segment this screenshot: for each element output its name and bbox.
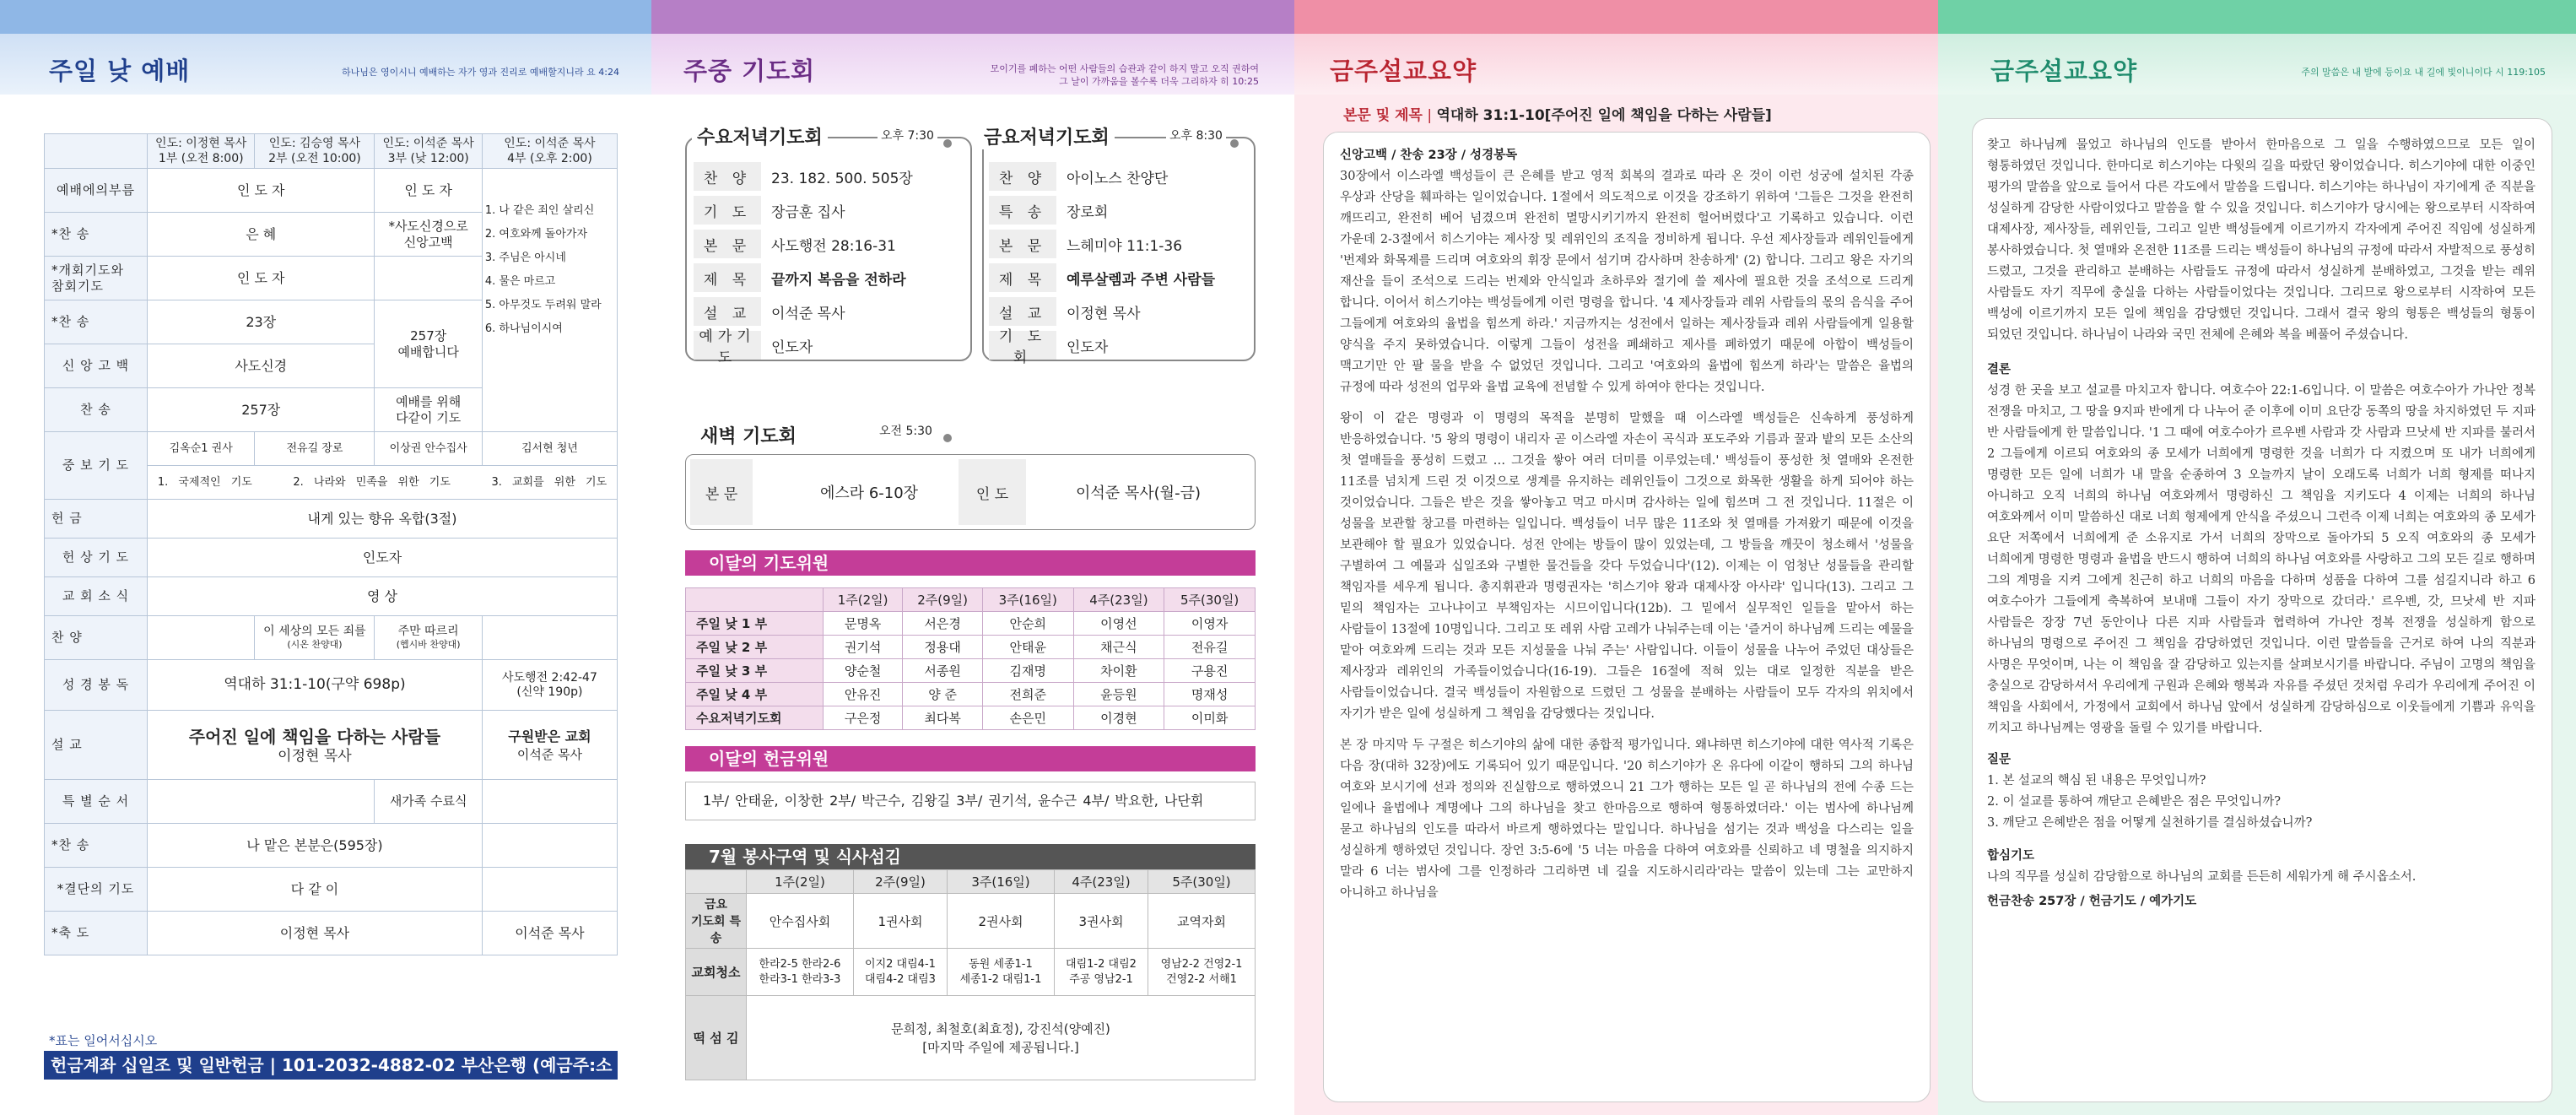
prayer-row	[989, 297, 1250, 326]
paragraph: 성경 한 곳을 보고 설교를 마치고자 합니다. 여호수아 22:1-6입니다. 이 말씀은 여호수아가 가나안 정복 전쟁을 마치고, 그 땅을 9지파 반에게 다 나누어 준 이후에 이미 요단강 동쪽의 땅을 차지하였던 두 지파 반 사람들에게 한 말씀입니다. '1 그 때에 여호수아가 르우벤 사람과 갓 사람과 므낫세 반 지파를 불러서 2 그들에게 이르되 여호와의 종 모세가 너희에게 명령한 것을 너희가 다 지켰으며 또 내가 너희에게 명령한 모든 일에 너희가 내 말을 순종하여 3 오늘까지 날이 오래도록 너희가 너희 형제를 떠나지 아니하고 오직 너희의 하나님 여호와께서 명령하신 그 책임을 지키도다 4 이제는 너희의 하나님 여호와께서 이미 말씀하신 대로 너희 형제에게 안식을 주셨으니 그런즉 이제 너희는 여호와의 종 모세가 요단 저쪽에서 너희에게 준 소유지로 가서 너희의 장막으로 돌아가되 5 오직 여호와의 종 모세가 너희에게 명령한 명령과 율법을 반드시 행하여 너희의 하나님 여호와를 사랑하고 그의 모든 길로 행하며 그의 계명을 지켜 그에게 친근히 하고 너희의 마음을 다하며 성품을 다하여 그를 섬길지니라 하고 6 여호수아가 그들에게 축복하여 보내매 그들이 자기 장막으로 갔더라.' 르우벤, 갓, 므낫세 반 지파 사람들은 장장 7년 동안이나 다른 지파 사람들과 협력하여 가나안 정복 전쟁을 성실하게 함으로 하나님의 명령으로 주어진 그 책임을 감당하였던 것입니다. 이런 말씀들을 근거로 하여 나의 직분과 사명은 무엇이며, 나는 이 책임을 잘 감당하고 있는지를 살펴보시기를 바랍니다. 주님이 고명의 책임을 충실으로 감당하셔서 우리에게 구원과 은혜와 행복과 자유를 주셨던 것처럼 우리가 우리에게 주어진 이 책임을 사회에서, 가정에서 교회에서 하나님 앞에서 성실하게 감당하심으로 이웃들에게 기쁨과 유익을 끼치고 하나님께는 영광을 돌릴 수 있기를 바랍니다.	[1987, 384, 2535, 735]
sermon-title: 주어진 일에 책임을 다하는 사람들	[188, 727, 441, 747]
intercessor: 이상권 안수집사	[375, 432, 482, 466]
cell: 이미화	[1164, 706, 1256, 730]
prayer-row-value: 이정현 목사	[1067, 305, 1141, 322]
header-cell: 1주(2일)	[747, 870, 854, 894]
cell: 채근식	[1073, 636, 1164, 659]
top-bar	[651, 0, 1294, 34]
offering-team-title: 이달의 헌금위원	[685, 746, 1256, 771]
section-subtitle: 질문	[1987, 753, 2012, 766]
praise-title: 주만 따르리	[397, 624, 459, 638]
cell: 2권사회	[948, 894, 1055, 949]
panel-title: 주일 낮 예배	[49, 57, 191, 85]
service-table	[685, 869, 1256, 1080]
row-label: *축 도	[45, 912, 148, 955]
dawn-time: 오전 5:30	[876, 422, 936, 439]
heading-label: 본문 및 제목	[1343, 107, 1423, 124]
row-label: *찬 송	[45, 824, 148, 868]
sermon-summary-continued-panel	[1938, 0, 2576, 1115]
cell: 윤등원	[1073, 683, 1164, 706]
cell	[148, 780, 375, 824]
paragraph: 왕이 이 같은 명령과 이 명령의 목적을 분명히 말했을 때 이스라엘 백성들은 신속하게 풍성하게 반응하였습니다. '5 왕의 명령이 내리자 곧 이스라엘 자손이 곡식과 포도주와 기름과 꿀과 밭의 모든 소산의 첫 열매들을 풍성히 드렸고 … 그것을 쌓아 여러 더미를 이루었는데.' 백성들이 풍성한 첫 열매와 온전한 11조를 넘치게 드린 것 이것으로 생계를 유지하는 레위인들이 그것으로 화목한 생활을 하게 되어야 하는 것이었습니다. 그들은 받은 것을 쌓아놓고 먹고 마시며 감사하는 일에 힘쓰며 그 전 것입니다. 11절은 이 성물을 보관할 창고를 마련하는 일입니다. 백성들이 너무 많은 11조와 첫 열매를 가져왔기 때문에 이것을 보관해야 할 필요가 있었습니다. 성전 안에는 방들이 많이 있었는데, 그 방들을 깨끗이 청소해서 '성물을 구별하여 그 예물과 십일조와 구별한 물건들을 갖다 두었습니다'(12). 이제는 이 엄청난 성물들을 관리할 책임자를 세우게 됩니다. 총지휘관과 명령권자는 '히스기야 왕과 대제사장 아사랴' 입니다(13). 그리고 그 밑의 책임자는 고나냐이고 부책임자는 시므이입니다(12b). 그 밑에서 실무적인 일들을 맡아서 하는 사람들이 13절에 10명입니다. 그리고 또 레위 사람 고레가 나눠주는데 이는 '즐거이 하나님께 드리는 예물을 맡아 여호와께 드리는 것과 모든 지성물을 나눠 주는' 사람입니다. 이들이 성물을 나누어 주었던 대상들은 제사장과 레위인의 가족들이었습니다(16-19). 그들은 16절에 적혀 있는 대로 일정한 직분을 받은 사람들이었습니다. 결국 백성들이 자원함으로 드렸던 그 성물을 분배하는 사람들이 모두 각자의 위치에서 자기가 받은 일에 성실하게 그 책임을 감당했다는 것입니다.	[1340, 412, 1914, 721]
prayer-row-value: 이석준 목사	[771, 305, 845, 322]
prayer-row-label: 예가기도	[694, 331, 761, 360]
worship-order-table	[44, 133, 618, 955]
cell	[482, 780, 617, 824]
cell: 1권사회	[853, 894, 947, 949]
prayer-row-label: 기 도	[694, 196, 761, 225]
cell: 역대하 31:1-10(구약 698p)	[148, 660, 483, 711]
cell: 안수집사회	[747, 894, 854, 949]
hymn-item: 6. 하나님이시여	[484, 322, 563, 335]
service-3-header: 인도: 이석준 목사 3부 (낮 12:00)	[375, 134, 482, 169]
header-verse: 모이기를 폐하는 어떤 사람들의 습관과 같이 하지 말고 오직 권하여 그 날이 가까움을 볼수록 더욱 그리하자 히 10:25	[990, 63, 1259, 87]
sermon-title: 구원받은 교회	[508, 728, 591, 744]
praise-title: 이 세상의 모든 죄를	[263, 624, 366, 638]
cell: 이영자	[1164, 612, 1256, 636]
intercessor: 전유길 장로	[255, 432, 375, 466]
cell: 구용진	[1164, 659, 1256, 683]
cell: 양순철	[823, 659, 903, 683]
offering-team-list: 1부/ 안태윤, 이창한 2부/ 박근수, 김왕길 3부/ 권기석, 윤수근 4부/ 박요한, 나단휘	[685, 782, 1256, 820]
row-label: 신 앙 고 백	[45, 344, 148, 388]
section-subtitle: 결론	[1987, 363, 2012, 376]
cell	[148, 616, 255, 660]
prayer-row-label: 설 교	[989, 297, 1056, 326]
row-label: 교 회 소 식	[45, 577, 148, 616]
cell: 내게 있는 향유 옥합(3절)	[148, 500, 618, 539]
dawn-label: 인 도	[959, 459, 1026, 525]
choir-name: (헵시바 찬양대)	[396, 638, 461, 650]
row-label: 떡 섬 김	[686, 996, 747, 1080]
cell: 구은정	[823, 706, 903, 730]
cell: 3권사회	[1054, 894, 1148, 949]
cell: 전희준	[982, 683, 1073, 706]
prayer-row-value: 끝까지 복음을 전하라	[771, 271, 906, 289]
prayer-row-value: 느헤미야 11:1-36	[1067, 237, 1183, 255]
question: 1. 본 설교의 핵심 된 내용은 무엇입니까?	[1987, 774, 2206, 788]
prayer-topics	[148, 466, 618, 500]
preacher: 이정현 목사	[278, 748, 352, 765]
prayer-row-value: 아이노스 찬양단	[1067, 170, 1169, 187]
sermon-text	[1340, 145, 1914, 914]
cell: 이경현	[1073, 706, 1164, 730]
header-cell: 2주(9일)	[853, 870, 947, 894]
prayer-row-value: 23. 182. 500. 505장	[771, 170, 913, 187]
prayer-row-value: 장금훈 집사	[771, 203, 845, 221]
cell	[482, 824, 617, 868]
hymn-item: 1. 나 같은 죄인 살리신	[484, 204, 595, 217]
paragraph: 나의 직무를 성실히 감당함으로 하나님의 교회를 든든히 세워가게 해 주시옵소서.	[1987, 870, 2417, 884]
cell: 대림1-2 대림2 주공 영남2-1	[1054, 949, 1148, 996]
cell: 전유길	[1164, 636, 1256, 659]
choir-name: (시온 찬양대)	[287, 638, 343, 650]
cell: 김재명	[982, 659, 1073, 683]
service-4-header: 인도: 이석준 목사 4부 (오후 2:00)	[482, 134, 617, 169]
row-label: 성 경 봉 독	[45, 660, 148, 711]
bank-account-bar: 헌금계좌 십일조 및 일반헌금 | 101-2032-4882-02 부산은행 (예금주:소망교회)	[44, 1051, 618, 1080]
scripture-heading: 본문 및 제목 | 역대하 31:1-10[주어진 일에 책임을 다하는 사람들]	[1343, 107, 1772, 124]
prayer-row-label: 본 문	[694, 230, 761, 258]
paragraph: 찾고 하나님께 물었고 하나님의 인도를 받아서 한마음으로 그 일을 수행하였으므로 모든 일이 형통하였던 것입니다. 한마디로 히스기야는 다윗의 길을 따랐던 왕이었습니다. 히스기야에 대한 이중인 평가의 말씀을 앞으로 들어서 다른 각도에서 말씀을 드립니다. 히스기야는 하나님이 자기에게 준 직분을 성실하게 감당한 사람이었다고 말씀을 할 수 있을 것입니다. 히스기야가 당시에는 왕으로부터 시작하여 대제사장, 제사장들, 레위인들, 그리고 일반 백성들에게 이르기까지 각자에게 주어진 직임에 성실하게 봉사하였습니다. 첫 열매와 온전한 11조를 드리는 백성들이 하나님의 규정에 따라서 자발적으로 풍성히 드렸고, 그것을 관리하고 분배하는 사람들도 규정에 따라서 성실하게 분배하였고, 그것을 받는 레위 사람들도 자기 직무에 충실을 다하는 사람들이었다는 것입니다. 그리므로 왕으로부터 시작하여 모든 백성에 이르기까지 모든 일에 책임을 감당했던 것입니다. 그래서 결국 왕의 형통은 백성들의 형통이 되었던 것입니다. 하나님이 나라와 국민 전체에 은혜와 복을 베풀어 주셨습니다.	[1987, 138, 2535, 342]
prayer-row-value: 사도행전 28:16-31	[771, 237, 896, 255]
row-label: 금요 기도회 특송	[686, 894, 747, 949]
intercessor: 김옥순1 권사	[148, 432, 255, 466]
prayer-row	[694, 263, 964, 292]
cell: 사도행전 2:42-47 (신약 190p)	[482, 660, 617, 711]
cell: 은 혜	[148, 213, 375, 257]
row-label: 중 보 기 도	[45, 432, 148, 500]
cell: 동원 세종1-1 세종1-2 대림1-1	[948, 949, 1055, 996]
wednesday-time: 오후 7:30	[878, 127, 937, 143]
row-label: 주일 낮 3 부	[686, 659, 824, 683]
cell: 23장	[148, 300, 375, 344]
prayer-row	[694, 162, 964, 191]
row-label: 주일 낮 1 부	[686, 612, 824, 636]
prayer-row-label: 본 문	[989, 230, 1056, 258]
cell	[375, 616, 482, 660]
section-subtitle: 신앙고백 / 찬송 23장 / 성경봉독	[1340, 149, 1518, 162]
row-label: 수요저녁기도회	[686, 706, 824, 730]
prayer-row-label: 기 도 회	[989, 331, 1056, 360]
prayer-row-value: 예루살렘과 주변 사람들	[1067, 271, 1216, 289]
dawn-title: 새벽 기도회	[695, 422, 802, 448]
panel-title: 금주설교요약	[1990, 57, 2138, 85]
dot-icon	[1230, 139, 1239, 148]
intercessor: 김서현 청년	[482, 432, 617, 466]
hymn-item: 5. 아무것도 두려워 말라	[484, 299, 602, 311]
dawn-label: 본 문	[690, 459, 753, 525]
top-bar	[0, 0, 651, 34]
row-label: *찬 송	[45, 300, 148, 344]
prayer-row-value: 인도자	[771, 338, 813, 356]
cell: 이지2 대림4-1 대림4-2 대림3	[853, 949, 947, 996]
stand-note: *표는 일어서십시오	[49, 1033, 158, 1048]
cell: 나 맡은 본분은(595장)	[148, 824, 483, 868]
header-cell	[686, 588, 824, 612]
service-1-header: 인도: 이정현 목사 1부 (오전 8:00)	[148, 134, 255, 169]
row-label: 주일 낮 2 부	[686, 636, 824, 659]
worship-panel	[0, 0, 651, 1115]
cell: 이석준 목사	[482, 912, 617, 955]
prayer-row	[694, 297, 964, 326]
cell: 명재성	[1164, 683, 1256, 706]
row-label: *개회기도와 참회기도	[45, 257, 148, 300]
cell: 문명옥	[823, 612, 903, 636]
cell: *사도신경으로 신앙고백	[375, 213, 482, 257]
prayer-row	[694, 328, 964, 366]
cell	[482, 711, 617, 780]
cell: 손은민	[982, 706, 1073, 730]
cell: 이영선	[1073, 612, 1164, 636]
header-cell: 1주(2일)	[823, 588, 903, 612]
prayer-row	[694, 196, 964, 225]
cell: 새가족 수료식	[375, 780, 482, 824]
friday-time: 오후 8:30	[1166, 127, 1226, 143]
corner-cell	[45, 134, 148, 169]
header-cell: 2주(9일)	[903, 588, 983, 612]
dawn-value: 에스라 6-10장	[819, 484, 919, 502]
header-cell	[686, 870, 747, 894]
header-verse: 주의 말씀은 내 발에 등이요 내 길에 빛이니이다 시 119:105	[2301, 67, 2546, 78]
row-label: 찬 송	[45, 388, 148, 432]
prayer-row-value: 장로회	[1067, 203, 1109, 221]
cell: 인 도 자	[375, 169, 482, 213]
prayer-row	[989, 263, 1250, 292]
prayer-row-label: 제 목	[989, 263, 1056, 292]
cell: 인도자	[148, 539, 618, 577]
prayer-row-label: 특 송	[989, 196, 1056, 225]
cell: 안태윤	[982, 636, 1073, 659]
cell: 문희정, 최철호(최효정), 강진석(양예진) [마지막 주일에 제공됩니다.]	[747, 996, 1256, 1080]
row-label: 헌 금	[45, 500, 148, 539]
cell: 권기석	[823, 636, 903, 659]
prayer-row	[989, 230, 1250, 258]
cell: 차이환	[1073, 659, 1164, 683]
prayer-topic: 3. 교회를 위한 기도	[491, 476, 608, 489]
cell	[482, 868, 617, 912]
panel-title: 금주설교요약	[1330, 57, 1477, 85]
service-2-header: 인도: 김승영 목사 2부 (오전 10:00)	[255, 134, 375, 169]
hymn-item: 4. 물은 마르고	[484, 275, 556, 288]
cell: 257장 예배합니다	[375, 300, 482, 388]
row-label: 찬 양	[45, 616, 148, 660]
cell: 이정현 목사	[148, 912, 483, 955]
cell	[375, 257, 482, 300]
header-cell: 4주(23일)	[1073, 588, 1164, 612]
heading-text: 역대하 31:1-10[주어진 일에 책임을 다하는 사람들]	[1436, 107, 1772, 124]
cell: 서은경	[903, 612, 983, 636]
wednesday-title: 수요저녁기도회	[692, 123, 828, 149]
header-cell: 3주(16일)	[982, 588, 1073, 612]
header-cell: 5주(30일)	[1148, 870, 1256, 894]
row-label: *찬 송	[45, 213, 148, 257]
cell: 안순희	[982, 612, 1073, 636]
friday-title: 금요저녁기도회	[979, 123, 1115, 149]
cell: 다 같 이	[148, 868, 483, 912]
panel-title: 주중 기도회	[683, 57, 816, 85]
prayer-row-label: 제 목	[694, 263, 761, 292]
sermon-text	[1987, 135, 2535, 912]
row-label: 교회청소	[686, 949, 747, 996]
dawn-value: 이석준 목사(월-금)	[1076, 484, 1201, 502]
cell: 257장	[148, 388, 375, 432]
prayer-row-label: 찬 양	[694, 162, 761, 191]
cell: 사도신경	[148, 344, 375, 388]
prayer-row-value: 인도자	[1067, 338, 1109, 356]
section-subtitle: 합심기도	[1987, 849, 2035, 863]
prayer-row-label: 찬 양	[989, 162, 1056, 191]
top-bar	[1938, 0, 2576, 34]
prayer-topic: 1. 국제적인 기도	[157, 476, 252, 489]
service-title: 7월 봉사구역 및 식사섬김	[685, 844, 1256, 869]
hymn-item: 2. 여호와께 돌아가자	[484, 228, 588, 241]
cell: 영 상	[148, 577, 618, 616]
cell: 예배를 위해 다같이 기도	[375, 388, 482, 432]
dot-icon	[943, 434, 952, 442]
cell: 영남2-2 건영2-1 건영2-2 서해1	[1148, 949, 1256, 996]
preacher: 이석준 목사	[516, 747, 583, 762]
sermon-summary-panel	[1294, 0, 1938, 1115]
row-label: 예배에의부름	[45, 169, 148, 213]
cell: 인 도 자	[148, 169, 375, 213]
top-bar	[1294, 0, 1938, 34]
prayer-row-label: 설 교	[694, 297, 761, 326]
question: 3. 깨닫고 은혜받은 점을 어떻게 실천하기를 결심하셨습니까?	[1987, 816, 2313, 830]
cell: 양 준	[903, 683, 983, 706]
header-cell: 4주(23일)	[1054, 870, 1148, 894]
cell: 최다복	[903, 706, 983, 730]
header-cell: 5주(30일)	[1164, 588, 1256, 612]
closing-line: 헌금찬송 257장 / 헌금기도 / 예가기도	[1987, 895, 2197, 908]
paragraph: 30장에서 이스라엘 백성들이 큰 은혜를 받고 영적 회복의 결과로 따라 온 것이 이런 성궁에 설치된 각종 우상과 산당을 훼파하는 일이었습니다. 1절에서 의도적으로 이것을 강조하기 위하여 '그들은 그것을 완전히 깨뜨리고, 완전히 베어 넘겼으며 완전히 멸망시키기까지 완전히 헐어버렸다'고 기록하고 있습니다. 이런 가운데 2-3절에서 히스기야는 제사장 및 레위인의 조직을 정비하게 됩니다. 우선 제사장들과 레위인들에게 '번제와 화목제를 드리며 여호와의 휘장 문에서 섬기며 감사하며 찬송하게' (2) 합니다. 그리고 왕은 자기의 재산을 들이 조석으로 드리는 번제와 안식일과 초하루와 절기에 쓸 제사에 필요한 것을 조석으로 드리게 합니다. 이어서 히스기야는 백성들에게 이런 명령을 합니다. '4 제사장들과 레위 사람들의 몫의 음식을 주어 그들에게 여호와의 율법을 힘쓰게 하라.' 지금까지는 성전에서 일하는 제사장들과 레위 사람들에게 일용할 양식을 주지 못하였습니다. 이렇게 그들이 성전을 폐쇄하고 제사를 폐하였기 때문에 아합이 백성들이 맥고기만 안 팔 물을 받을 수 없었던 것입니다. 그리고 '여호와의 율법에 힘쓰게 하라'는 말씀은 율법의 규정에 따라 성전의 업무와 율법 교육에 전념할 수 있게 하여야 한다는 것입니다.	[1340, 170, 1914, 394]
cell: 정용대	[903, 636, 983, 659]
cell: 한라2-5 한라2-6 한라3-1 한라3-3	[747, 949, 854, 996]
row-label: 헌 상 기 도	[45, 539, 148, 577]
prayer-row	[989, 196, 1250, 225]
cell	[255, 616, 375, 660]
header-verse: 하나님은 영이시니 예배하는 자가 영과 진리로 예배할지니라 요 4:24	[342, 67, 619, 78]
header-cell: 3주(16일)	[948, 870, 1055, 894]
prayer-row	[694, 230, 964, 258]
cell: 인 도 자	[148, 257, 375, 300]
cell: 안유진	[823, 683, 903, 706]
cell	[482, 616, 617, 660]
dot-icon	[943, 139, 952, 148]
prayer-row	[989, 162, 1250, 191]
row-label: 설 교	[45, 711, 148, 780]
cell: 서종원	[903, 659, 983, 683]
cell: 교역자회	[1148, 894, 1256, 949]
row-label: 특 별 순 서	[45, 780, 148, 824]
cell	[148, 711, 483, 780]
prayer-team-table	[685, 587, 1256, 730]
prayer-team-title: 이달의 기도위원	[685, 550, 1256, 576]
question: 2. 이 설교를 통하여 깨닫고 은혜받은 점은 무엇입니까?	[1987, 795, 2282, 809]
paragraph: 본 장 마지막 두 구절은 히스기야의 삶에 대한 종합적 평가입니다. 왜냐하면 히스기야에 대한 역사적 기록은 다음 장(대하 32장)에도 기록되어 있기 때문입니다. '20 히스기야가 온 유다에 이같이 행하되 그의 하나님 여호와 보시기에 선과 정의와 진실함으로 행하였으니 21 그가 행하는 모든 일 곧 하나님의 전에 수종 드는 일에나 율법에나 계명에나 그의 하나님을 찾고 한마음으로 행하여 형통하였더라.' 이는 범사에 하나님께 묻고 하나님의 인도를 따라서 바르게 행하였다는 말입니다. 하나님을 섬기는 것과 백성을 다스리는 일을 성실하게 행하였던 것입니다. 장언 3:5-6에 '5 너는 마음을 다하여 여호와를 신뢰하고 네 명철을 의지하지 말라 6 너는 범사에 그를 인정하라 그리하면 네 길을 지도하시리라'라는 말씀이 있는데 그는 교만하지 아니하고 하나님을	[1340, 739, 1914, 900]
row-label: *결단의 기도	[45, 868, 148, 912]
service-4-hymn-list	[482, 169, 617, 432]
prayer-topic: 2. 나라와 민족을 위한 기도	[293, 476, 451, 489]
row-label: 주일 낮 4 부	[686, 683, 824, 706]
hymn-item: 3. 주님은 아시네	[484, 252, 566, 264]
prayer-row	[989, 328, 1250, 366]
